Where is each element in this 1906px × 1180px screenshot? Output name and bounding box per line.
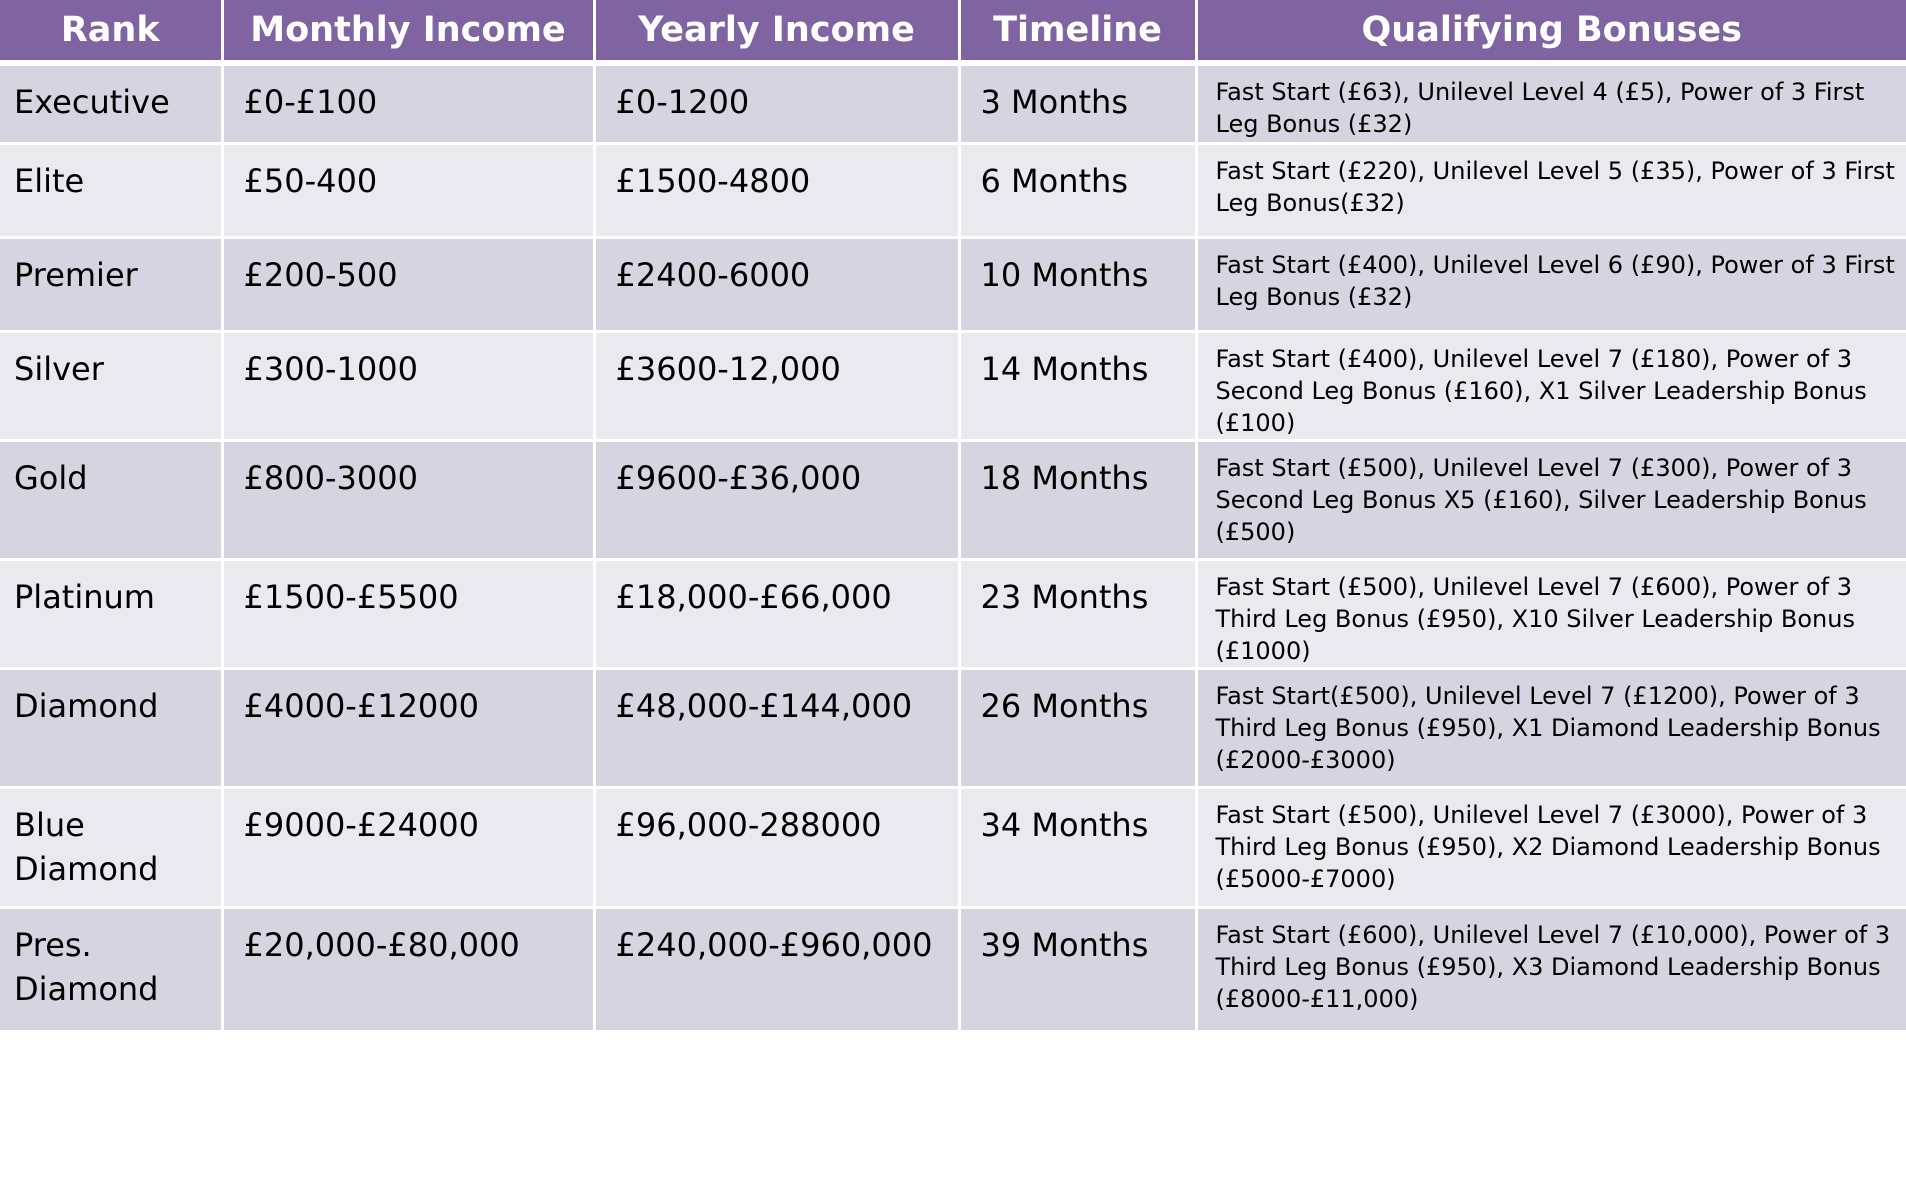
qualifying-bonuses-cell: Fast Start (£500), Unilevel Level 7 (£300), Power of 3 Second Leg Bonus X5 (£160), Silver Leadership Bonus (£500) bbox=[1196, 440, 1906, 559]
timeline-cell: 23 Months bbox=[959, 559, 1196, 668]
monthly-income-cell: £20,000-£80,000 bbox=[222, 907, 594, 1031]
qualifying-bonuses-cell: Fast Start (£600), Unilevel Level 7 (£10,000), Power of 3 Third Leg Bonus (£950), X3 Diamond Leadership Bonus (£8000-£11,000) bbox=[1196, 907, 1906, 1031]
yearly-income-cell: £0-1200 bbox=[594, 63, 959, 143]
timeline-cell: 18 Months bbox=[959, 440, 1196, 559]
table-row bbox=[0, 907, 1906, 1031]
monthly-income-cell: £300-1000 bbox=[222, 331, 594, 440]
timeline-cell: 10 Months bbox=[959, 237, 1196, 331]
timeline-cell: 39 Months bbox=[959, 907, 1196, 1031]
rank-cell: Pres. Diamond bbox=[0, 907, 222, 1031]
rank-cell: Silver bbox=[0, 331, 222, 440]
rank-cell: Gold bbox=[0, 440, 222, 559]
monthly-income-cell: £1500-£5500 bbox=[222, 559, 594, 668]
timeline-cell: 6 Months bbox=[959, 143, 1196, 237]
qualifying-bonuses-cell: Fast Start (£500), Unilevel Level 7 (£600), Power of 3 Third Leg Bonus (£950), X10 Silver Leadership Bonus (£1000) bbox=[1196, 559, 1906, 668]
qualifying-bonuses-cell: Fast Start (£400), Unilevel Level 6 (£90), Power of 3 First Leg Bonus (£32) bbox=[1196, 237, 1906, 331]
monthly-income-cell: £800-3000 bbox=[222, 440, 594, 559]
qualifying-bonuses-cell: Fast Start (£500), Unilevel Level 7 (£3000), Power of 3 Third Leg Bonus (£950), X2 Diamond Leadership Bonus (£5000-£7000) bbox=[1196, 787, 1906, 907]
rank-cell: Blue Diamond bbox=[0, 787, 222, 907]
yearly-income-cell: £18,000-£66,000 bbox=[594, 559, 959, 668]
yearly-income-cell: £3600-12,000 bbox=[594, 331, 959, 440]
rank-cell: Elite bbox=[0, 143, 222, 237]
timeline-cell: 14 Months bbox=[959, 331, 1196, 440]
table-row bbox=[0, 143, 1906, 237]
yearly-income-cell: £240,000-£960,000 bbox=[594, 907, 959, 1031]
table-row bbox=[0, 787, 1906, 907]
timeline-cell: 26 Months bbox=[959, 668, 1196, 787]
rank-cell: Premier bbox=[0, 237, 222, 331]
monthly-income-cell: £0-£100 bbox=[222, 63, 594, 143]
yearly-income-cell: £1500-4800 bbox=[594, 143, 959, 237]
table-row bbox=[0, 331, 1906, 440]
table-row bbox=[0, 237, 1906, 331]
yearly-income-cell: £9600-£36,000 bbox=[594, 440, 959, 559]
qualifying-bonuses-cell: Fast Start (£400), Unilevel Level 7 (£180), Power of 3 Second Leg Bonus (£160), X1 Silver Leadership Bonus (£100) bbox=[1196, 331, 1906, 440]
timeline-cell: 3 Months bbox=[959, 63, 1196, 143]
yearly-income-cell: £48,000-£144,000 bbox=[594, 668, 959, 787]
table-row bbox=[0, 440, 1906, 559]
qualifying-bonuses-cell: Fast Start (£63), Unilevel Level 4 (£5), Power of 3 First Leg Bonus (£32) bbox=[1196, 63, 1906, 143]
header-rank: Rank bbox=[0, 0, 222, 63]
monthly-income-cell: £4000-£12000 bbox=[222, 668, 594, 787]
table-row bbox=[0, 63, 1906, 143]
rank-cell: Platinum bbox=[0, 559, 222, 668]
monthly-income-cell: £200-500 bbox=[222, 237, 594, 331]
timeline-cell: 34 Months bbox=[959, 787, 1196, 907]
header-monthly-income: Monthly Income bbox=[222, 0, 594, 63]
header-yearly-income: Yearly Income bbox=[594, 0, 959, 63]
yearly-income-cell: £2400-6000 bbox=[594, 237, 959, 331]
table-header-row bbox=[0, 0, 1906, 63]
monthly-income-cell: £50-400 bbox=[222, 143, 594, 237]
header-timeline: Timeline bbox=[959, 0, 1196, 63]
rank-cell: Executive bbox=[0, 63, 222, 143]
header-qualifying-bonuses: Qualifying Bonuses bbox=[1196, 0, 1906, 63]
yearly-income-cell: £96,000-288000 bbox=[594, 787, 959, 907]
qualifying-bonuses-cell: Fast Start (£220), Unilevel Level 5 (£35), Power of 3 First Leg Bonus(£32) bbox=[1196, 143, 1906, 237]
rank-cell: Diamond bbox=[0, 668, 222, 787]
monthly-income-cell: £9000-£24000 bbox=[222, 787, 594, 907]
table-row bbox=[0, 668, 1906, 787]
table-row bbox=[0, 559, 1906, 668]
qualifying-bonuses-cell: Fast Start(£500), Unilevel Level 7 (£1200), Power of 3 Third Leg Bonus (£950), X1 Diamond Leadership Bonus (£2000-£3000) bbox=[1196, 668, 1906, 787]
